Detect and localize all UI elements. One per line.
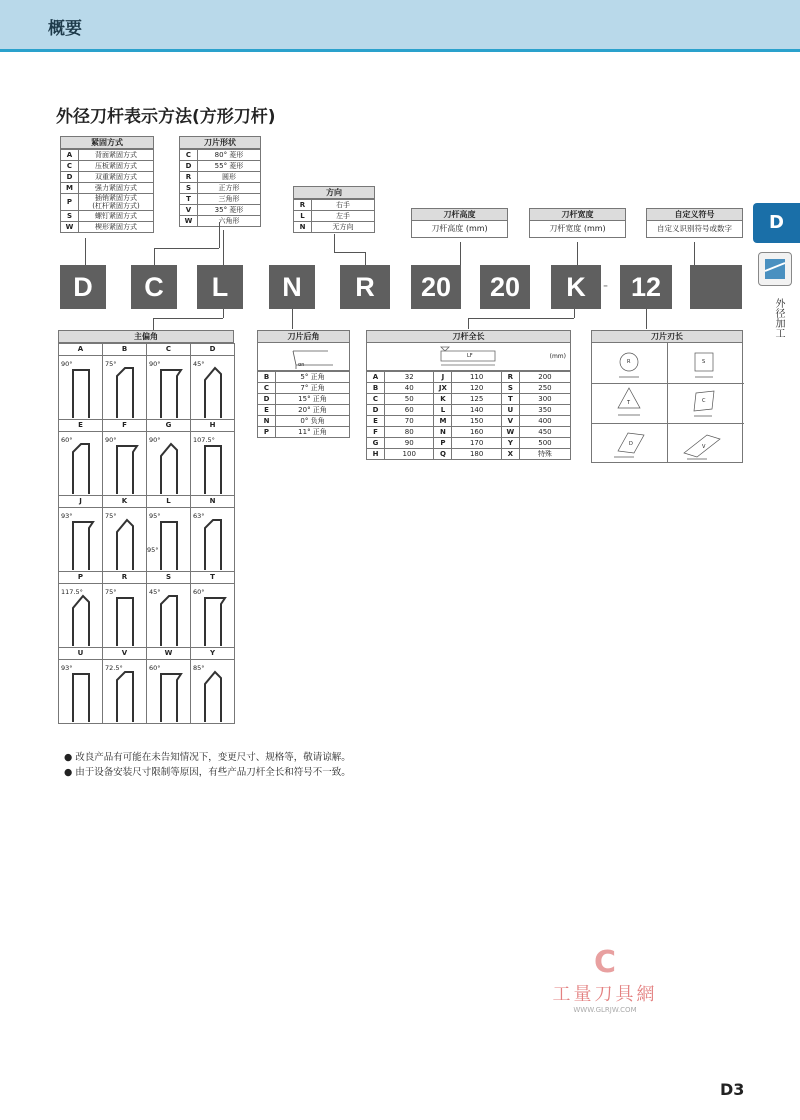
angle-diagram: [191, 508, 234, 571]
row-desc: 强力紧固方式: [79, 183, 154, 194]
length-value: 500: [519, 438, 570, 449]
table-row: [294, 222, 375, 233]
row-desc: 80° 菱形: [198, 150, 261, 161]
angle-code: F: [103, 420, 147, 432]
length-value: 250: [519, 383, 570, 394]
angle-code: E: [59, 420, 103, 432]
angle-code: S: [147, 572, 191, 584]
row-desc: 圆形: [198, 172, 261, 183]
turning-icon: [758, 252, 792, 286]
row-desc: 5° 正角: [276, 372, 350, 383]
row-desc: 11° 正角: [276, 427, 350, 438]
table-row: [367, 427, 571, 438]
length-code: U: [501, 405, 519, 416]
clearance-title: 刀片后角: [257, 330, 350, 343]
length-unit: (mm): [549, 353, 566, 360]
row-code: D: [180, 161, 198, 172]
row-code: C: [180, 150, 198, 161]
watermark-name: 工量刀具網: [552, 984, 658, 1005]
edge-box: [591, 330, 743, 463]
angle-value: 72.5°: [105, 664, 123, 672]
table-row: [258, 383, 350, 394]
angle-code: G: [147, 420, 191, 432]
angle-diagram: [103, 432, 146, 495]
table-row: [61, 211, 154, 222]
code-direction: R: [340, 265, 390, 309]
angle-diagram: [191, 356, 234, 419]
row-desc: 55° 菱形: [198, 161, 261, 172]
angle-diagram: [147, 660, 190, 723]
table-row: [61, 194, 154, 211]
row-code: C: [258, 383, 276, 394]
angle-code: V: [103, 648, 147, 660]
length-code: N: [434, 427, 452, 438]
length-value: 70: [385, 416, 434, 427]
code-height: 20: [411, 265, 461, 309]
angle-diagram: [59, 584, 102, 647]
table-row: [367, 383, 571, 394]
angle-value: 60°: [149, 664, 161, 672]
angle-diagram: [103, 356, 146, 419]
angle-value: 93°: [61, 664, 73, 672]
length-box: [366, 330, 571, 460]
table-row: [61, 161, 154, 172]
clearance-diagram: [257, 343, 350, 371]
length-code: C: [367, 394, 385, 405]
length-code: S: [501, 383, 519, 394]
row-code: N: [294, 222, 312, 233]
angle-diagram: [147, 508, 190, 571]
angle-code: D: [191, 344, 235, 356]
table-row: [367, 449, 571, 460]
row-code: R: [180, 172, 198, 183]
main-angle-title: 主偏角: [58, 330, 234, 343]
code-dash: -: [603, 278, 609, 294]
clamp-box: [60, 136, 154, 233]
connector: [292, 309, 293, 329]
connector: [223, 230, 224, 265]
length-value: 100: [385, 449, 434, 460]
length-value: 110: [452, 372, 501, 383]
length-code: R: [501, 372, 519, 383]
shape-table: [179, 149, 261, 227]
connector: [153, 318, 223, 319]
connector: [219, 222, 220, 248]
connector: [365, 252, 366, 265]
angle-value: 45°: [193, 360, 205, 368]
row-desc: 三角形: [198, 194, 261, 205]
angle-diagram: [147, 432, 190, 495]
row-desc: 楔形紧固方式: [79, 222, 154, 233]
table-row: [61, 222, 154, 233]
main-angle-grid: [58, 343, 234, 724]
angle-diagram: [103, 508, 146, 571]
clearance-table: [257, 371, 350, 438]
length-value: 90: [385, 438, 434, 449]
angle-code: T: [191, 572, 235, 584]
row-desc: 正方形: [198, 183, 261, 194]
table-row: [258, 405, 350, 416]
connector: [468, 318, 574, 319]
connector: [646, 309, 647, 329]
length-code: A: [367, 372, 385, 383]
shape-label-r: R: [627, 359, 631, 365]
angle-code: K: [103, 496, 147, 508]
watermark: [540, 945, 670, 1014]
row-code: P: [258, 427, 276, 438]
code-shape: C: [131, 265, 177, 309]
angle-code: C: [147, 344, 191, 356]
row-desc: 六角形: [198, 216, 261, 227]
shape-label-d: D: [629, 441, 633, 447]
connector: [334, 234, 335, 252]
length-code: J: [434, 372, 452, 383]
table-row: [367, 438, 571, 449]
table-row: [180, 205, 261, 216]
angle-value: 95°: [149, 512, 161, 520]
page-number: D3: [720, 1080, 745, 1099]
row-code: V: [180, 205, 198, 216]
code-clearance: N: [269, 265, 315, 309]
custom-box: [646, 208, 743, 238]
row-code: N: [258, 416, 276, 427]
edge-diagram: [591, 343, 743, 463]
header-title: 概要: [48, 19, 82, 39]
angle-code: N: [191, 496, 235, 508]
length-code: E: [367, 416, 385, 427]
shape-label-v: V: [702, 444, 706, 450]
row-code: A: [61, 150, 79, 161]
connector: [153, 318, 154, 330]
note-1: ● 改良产品有可能在未告知情况下，变更尺寸、规格等，敬请谅解。: [64, 752, 351, 763]
connector: [85, 238, 86, 265]
length-value: 特殊: [519, 449, 570, 460]
code-clamp: D: [60, 265, 106, 309]
length-code: F: [367, 427, 385, 438]
length-code: B: [367, 383, 385, 394]
note-2: ● 由于设备安装尺寸限制等原因，有些产品刀杆全长和符号不一致。: [64, 767, 351, 778]
length-title: 刀杆全长: [366, 330, 571, 343]
length-value: 32: [385, 372, 434, 383]
row-desc: 双重紧固方式: [79, 172, 154, 183]
table-row: [367, 405, 571, 416]
direction-box: [293, 186, 375, 233]
angle-diagram: [103, 660, 146, 723]
direction-table: [293, 199, 375, 233]
angle-value: 107.5°: [193, 436, 215, 444]
length-value: 50: [385, 394, 434, 405]
angle-value: 93°: [61, 512, 73, 520]
connector: [468, 318, 469, 329]
shape-label-s: S: [702, 359, 706, 365]
row-desc: 35° 菱形: [198, 205, 261, 216]
row-code: C: [61, 161, 79, 172]
length-value: 170: [452, 438, 501, 449]
connector: [694, 242, 695, 265]
clearance-diagram-label: αn: [298, 362, 305, 368]
angle-value: 75°: [105, 360, 117, 368]
length-value: 80: [385, 427, 434, 438]
table-row: [61, 172, 154, 183]
angle-value: 60°: [61, 436, 73, 444]
row-desc: 7° 正角: [276, 383, 350, 394]
row-desc: 插销紧固方式 (杠杆紧固方式): [79, 194, 154, 211]
code-edge: 12: [620, 265, 672, 309]
row-code: E: [258, 405, 276, 416]
angle-value: 85°: [193, 664, 205, 672]
row-desc: 右手: [312, 200, 375, 211]
angle-value: 90°: [61, 360, 73, 368]
width-desc: 刀杆宽度 (mm): [529, 221, 626, 238]
length-code: G: [367, 438, 385, 449]
table-row: [61, 183, 154, 194]
side-tab-label: 外径加工: [773, 298, 784, 338]
angle-diagram: [59, 432, 102, 495]
width-title: 刀杆宽度: [529, 208, 626, 221]
length-value: 150: [452, 416, 501, 427]
length-code: JX: [434, 383, 452, 394]
length-code: D: [367, 405, 385, 416]
length-value: 160: [452, 427, 501, 438]
row-desc: 背面紧固方式: [79, 150, 154, 161]
row-desc: 压板紧固方式: [79, 161, 154, 172]
row-code: D: [258, 394, 276, 405]
table-row: [294, 200, 375, 211]
code-angle: L: [197, 265, 243, 309]
angle-code: Y: [191, 648, 235, 660]
connector: [334, 252, 365, 253]
angle-value: 60°: [193, 588, 205, 596]
code-custom: [690, 265, 742, 309]
angle-value: 75°: [105, 512, 117, 520]
length-code: P: [434, 438, 452, 449]
clamp-title: 紧固方式: [60, 136, 154, 149]
angle-value: 117.5°: [61, 588, 83, 596]
angle-diagram: [147, 584, 190, 647]
height-title: 刀杆高度: [411, 208, 508, 221]
length-value: 40: [385, 383, 434, 394]
length-code: H: [367, 449, 385, 460]
angle-code: U: [59, 648, 103, 660]
length-table: [366, 371, 571, 460]
row-desc: 左手: [312, 211, 375, 222]
section-tab-d[interactable]: D: [753, 203, 800, 243]
watermark-url: WWW.GLRJW.COM: [573, 1006, 637, 1014]
custom-title: 自定义符号: [646, 208, 743, 221]
row-code: L: [294, 211, 312, 222]
table-row: [258, 372, 350, 383]
insert-shapes-icon: [592, 343, 744, 463]
length-value: 400: [519, 416, 570, 427]
row-desc: 20° 正角: [276, 405, 350, 416]
table-row: [258, 394, 350, 405]
angle-diagram: [103, 584, 146, 647]
row-code: W: [61, 222, 79, 233]
edge-title: 刀片刃长: [591, 330, 743, 343]
table-row: [180, 150, 261, 161]
length-value: 350: [519, 405, 570, 416]
length-diagram: [366, 343, 571, 371]
length-value: 180: [452, 449, 501, 460]
row-desc: 0° 负角: [276, 416, 350, 427]
row-code: W: [180, 216, 198, 227]
row-code: M: [61, 183, 79, 194]
shape-label-c: C: [702, 398, 706, 404]
watermark-logo: C: [593, 945, 617, 980]
angle-diagram: [59, 660, 102, 723]
row-code: D: [61, 172, 79, 183]
table-row: [180, 216, 261, 227]
length-code: Q: [434, 449, 452, 460]
length-value: 200: [519, 372, 570, 383]
length-code: T: [501, 394, 519, 405]
angle-code: W: [147, 648, 191, 660]
length-code: L: [434, 405, 452, 416]
clamp-table: [60, 149, 154, 233]
table-row: [180, 194, 261, 205]
shape-label-t: T: [627, 400, 631, 406]
shape-box: [179, 136, 261, 227]
height-desc: 刀杆高度 (mm): [411, 221, 508, 238]
table-row: [367, 372, 571, 383]
connector: [154, 248, 155, 265]
angle-value: 90°: [149, 360, 161, 368]
length-value: 300: [519, 394, 570, 405]
table-row: [294, 211, 375, 222]
row-desc: 螺钉紧固方式: [79, 211, 154, 222]
row-desc: 无方向: [312, 222, 375, 233]
row-code: S: [180, 183, 198, 194]
table-row: [180, 161, 261, 172]
direction-title: 方向: [293, 186, 375, 199]
angle-code: P: [59, 572, 103, 584]
angle-code: B: [103, 344, 147, 356]
connector: [223, 309, 224, 318]
length-code: K: [434, 394, 452, 405]
angle-diagram: [191, 584, 234, 647]
table-row: [258, 416, 350, 427]
row-code: T: [180, 194, 198, 205]
page-header: [0, 0, 800, 52]
angle-value: 95°: [147, 546, 159, 554]
custom-desc: 自定义识别符号或数字: [646, 221, 743, 238]
connector: [460, 242, 461, 265]
length-code: W: [501, 427, 519, 438]
length-diagram-label: LF: [467, 353, 473, 359]
angle-diagram: [59, 356, 102, 419]
angle-code: H: [191, 420, 235, 432]
width-box: [529, 208, 626, 238]
row-code: B: [258, 372, 276, 383]
table-row: [61, 150, 154, 161]
connector: [574, 309, 575, 318]
angle-diagram: [147, 356, 190, 419]
table-row: [180, 183, 261, 194]
angle-value: 90°: [105, 436, 117, 444]
table-row: [367, 394, 571, 405]
angle-diagram: [191, 432, 234, 495]
connector: [577, 242, 578, 265]
angle-diagram: [191, 660, 234, 723]
table-row: [367, 416, 571, 427]
clearance-box: [257, 330, 350, 438]
length-code: X: [501, 449, 519, 460]
table-row: [180, 172, 261, 183]
angle-code: J: [59, 496, 103, 508]
shape-title: 刀片形状: [179, 136, 261, 149]
connector: [154, 248, 219, 249]
angle-value: 45°: [149, 588, 161, 596]
height-box: [411, 208, 508, 238]
length-code: Y: [501, 438, 519, 449]
length-code: V: [501, 416, 519, 427]
length-value: 120: [452, 383, 501, 394]
angle-diagram: [59, 508, 102, 571]
code-length: K: [551, 265, 601, 309]
table-row: [258, 427, 350, 438]
code-width: 20: [480, 265, 530, 309]
angle-code: L: [147, 496, 191, 508]
angle-code: A: [59, 344, 103, 356]
length-value: 60: [385, 405, 434, 416]
length-value: 140: [452, 405, 501, 416]
angle-value: 90°: [149, 436, 161, 444]
row-desc: 15° 正角: [276, 394, 350, 405]
angle-code: R: [103, 572, 147, 584]
angle-value: 63°: [193, 512, 205, 520]
angle-value: 75°: [105, 588, 117, 596]
row-code: R: [294, 200, 312, 211]
length-code: M: [434, 416, 452, 427]
row-code: P: [61, 194, 79, 211]
page-title: 外径刀杆表示方法(方形刀杆): [56, 107, 276, 127]
length-value: 450: [519, 427, 570, 438]
row-code: S: [61, 211, 79, 222]
length-value: 125: [452, 394, 501, 405]
main-angle-box: [58, 330, 234, 724]
